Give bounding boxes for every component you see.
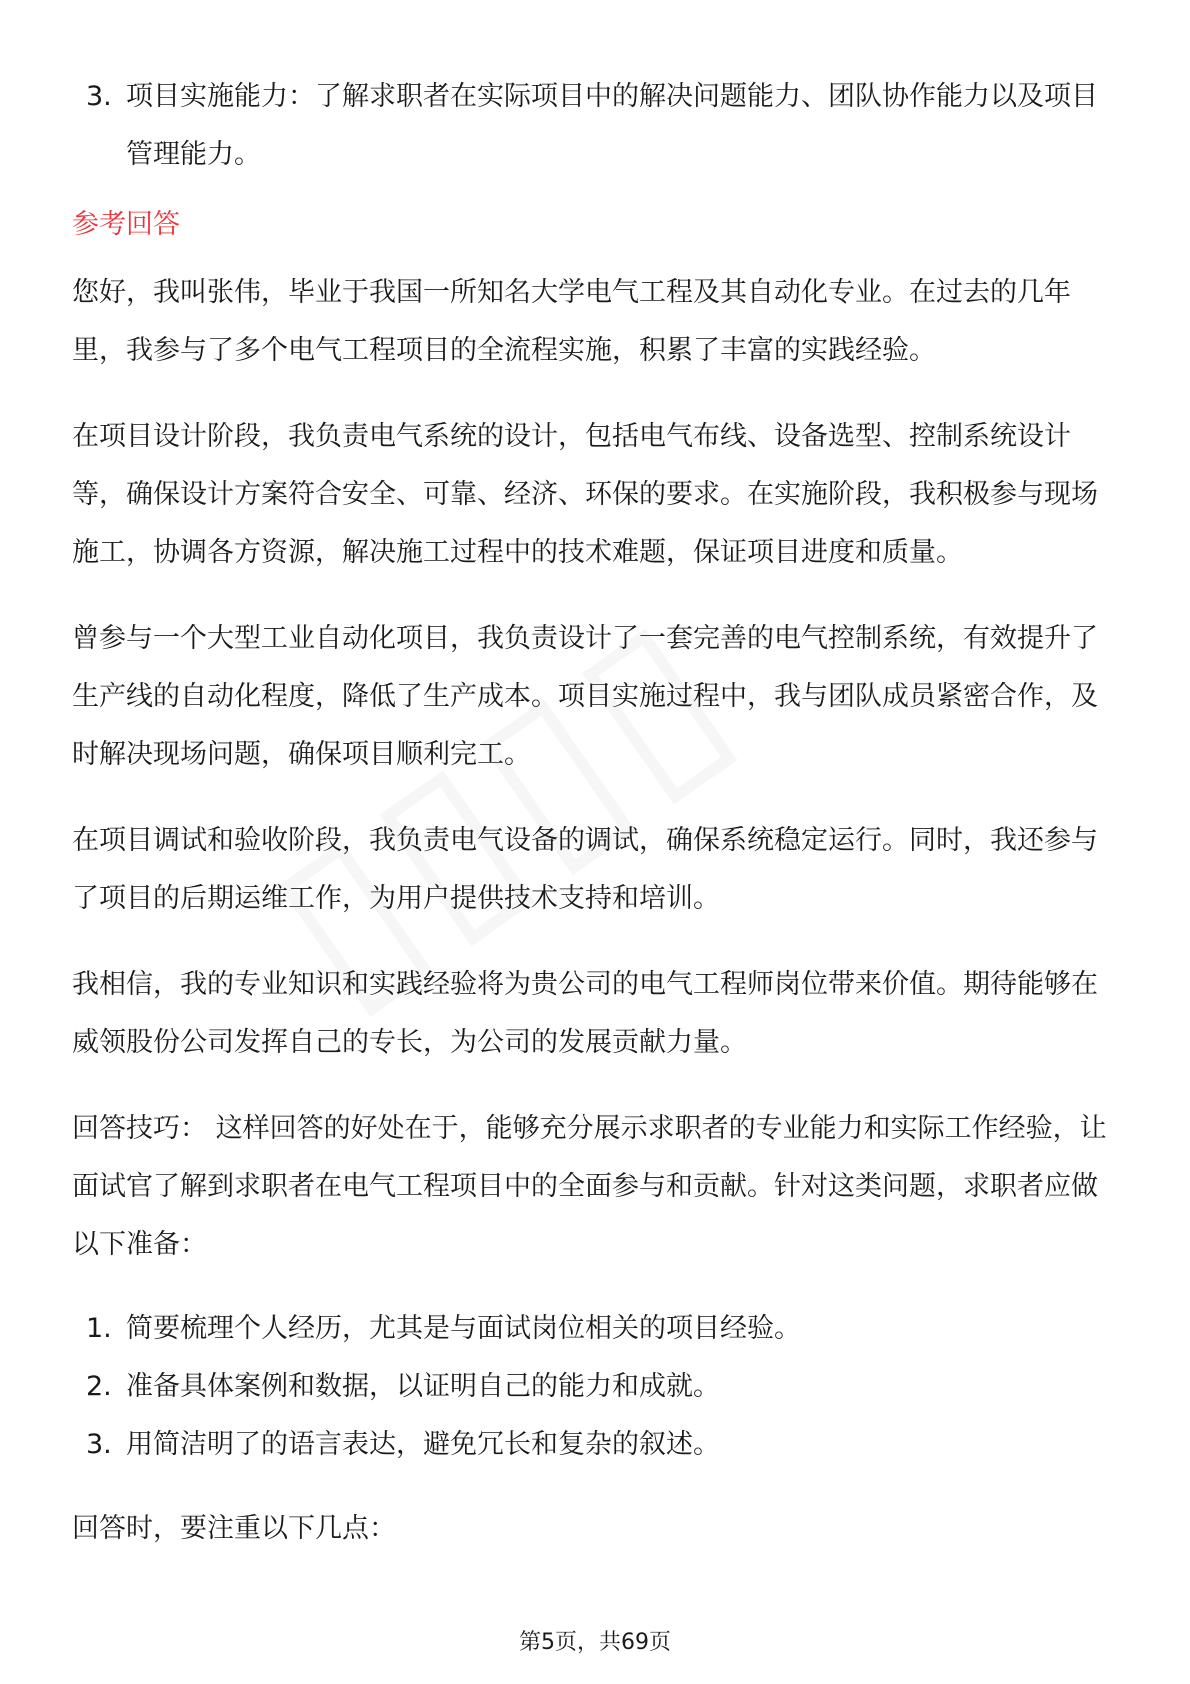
list-item xyxy=(72,68,1118,184)
paragraph-closing: 回答时，要注重以下几点： xyxy=(72,1513,396,1544)
list-text: 准备具体案例和数据，以证明自己的能力和成就。 xyxy=(126,1371,720,1402)
paragraph-design: 在项目设计阶段，我负责电气系统的设计，包括电气布线、设备选型、控制系统设计等，确保设计方案符合安全、可靠、经济、环保的要求。在实施阶段，我积极参与现场施工，协调各方资源，解决施工过程中的技术难题，保证项目进度和质量。 xyxy=(72,421,1098,568)
list-number: 2. xyxy=(86,1371,112,1402)
list-number: 3. xyxy=(86,81,112,112)
page-content xyxy=(72,68,1118,1558)
prep-list xyxy=(72,1300,1118,1474)
list-number: 3. xyxy=(86,1429,112,1460)
paragraph-intro: 您好，我叫张伟，毕业于我国一所知名大学电气工程及其自动化专业。在过去的几年里，我参与了多个电气工程项目的全流程实施，积累了丰富的实践经验。 xyxy=(72,277,1071,366)
list-item xyxy=(72,1416,1118,1474)
list-item xyxy=(72,1358,1118,1416)
list-text: 项目实施能力：了解求职者在实际项目中的解决问题能力、团队协作能力以及项目管理能力。 xyxy=(126,81,1098,170)
paragraph-tips: 回答技巧： 这样回答的好处在于，能够充分展示求职者的专业能力和实际工作经验，让面试官了解到求职者在电气工程项目中的全面参与和贡献。针对这类问题，求职者应做以下准备： xyxy=(72,1113,1107,1260)
paragraph-commissioning: 在项目调试和验收阶段，我负责电气设备的调试，确保系统稳定运行。同时，我还参与了项目的后期运维工作，为用户提供技术支持和培训。 xyxy=(72,825,1098,914)
list-text: 简要梳理个人经历，尤其是与面试岗位相关的项目经验。 xyxy=(126,1313,801,1344)
top-list xyxy=(72,68,1118,184)
reference-answer-heading: 参考回答 xyxy=(72,209,180,240)
page-footer: 第5页，共69页 xyxy=(519,1630,671,1655)
paragraph-conclusion: 我相信，我的专业知识和实践经验将为贵公司的电气工程师岗位带来价值。期待能够在威领股份公司发挥自己的专长，为公司的发展贡献力量。 xyxy=(72,969,1098,1058)
paragraph-project: 曾参与一个大型工业自动化项目，我负责设计了一套完善的电气控制系统，有效提升了生产线的自动化程度，降低了生产成本。项目实施过程中，我与团队成员紧密合作，及时解决现场问题，确保项目顺利完工。 xyxy=(72,623,1098,770)
list-item xyxy=(72,1300,1118,1358)
list-number: 1. xyxy=(86,1313,112,1344)
list-text: 用简洁明了的语言表达，避免冗长和复杂的叙述。 xyxy=(126,1429,720,1460)
